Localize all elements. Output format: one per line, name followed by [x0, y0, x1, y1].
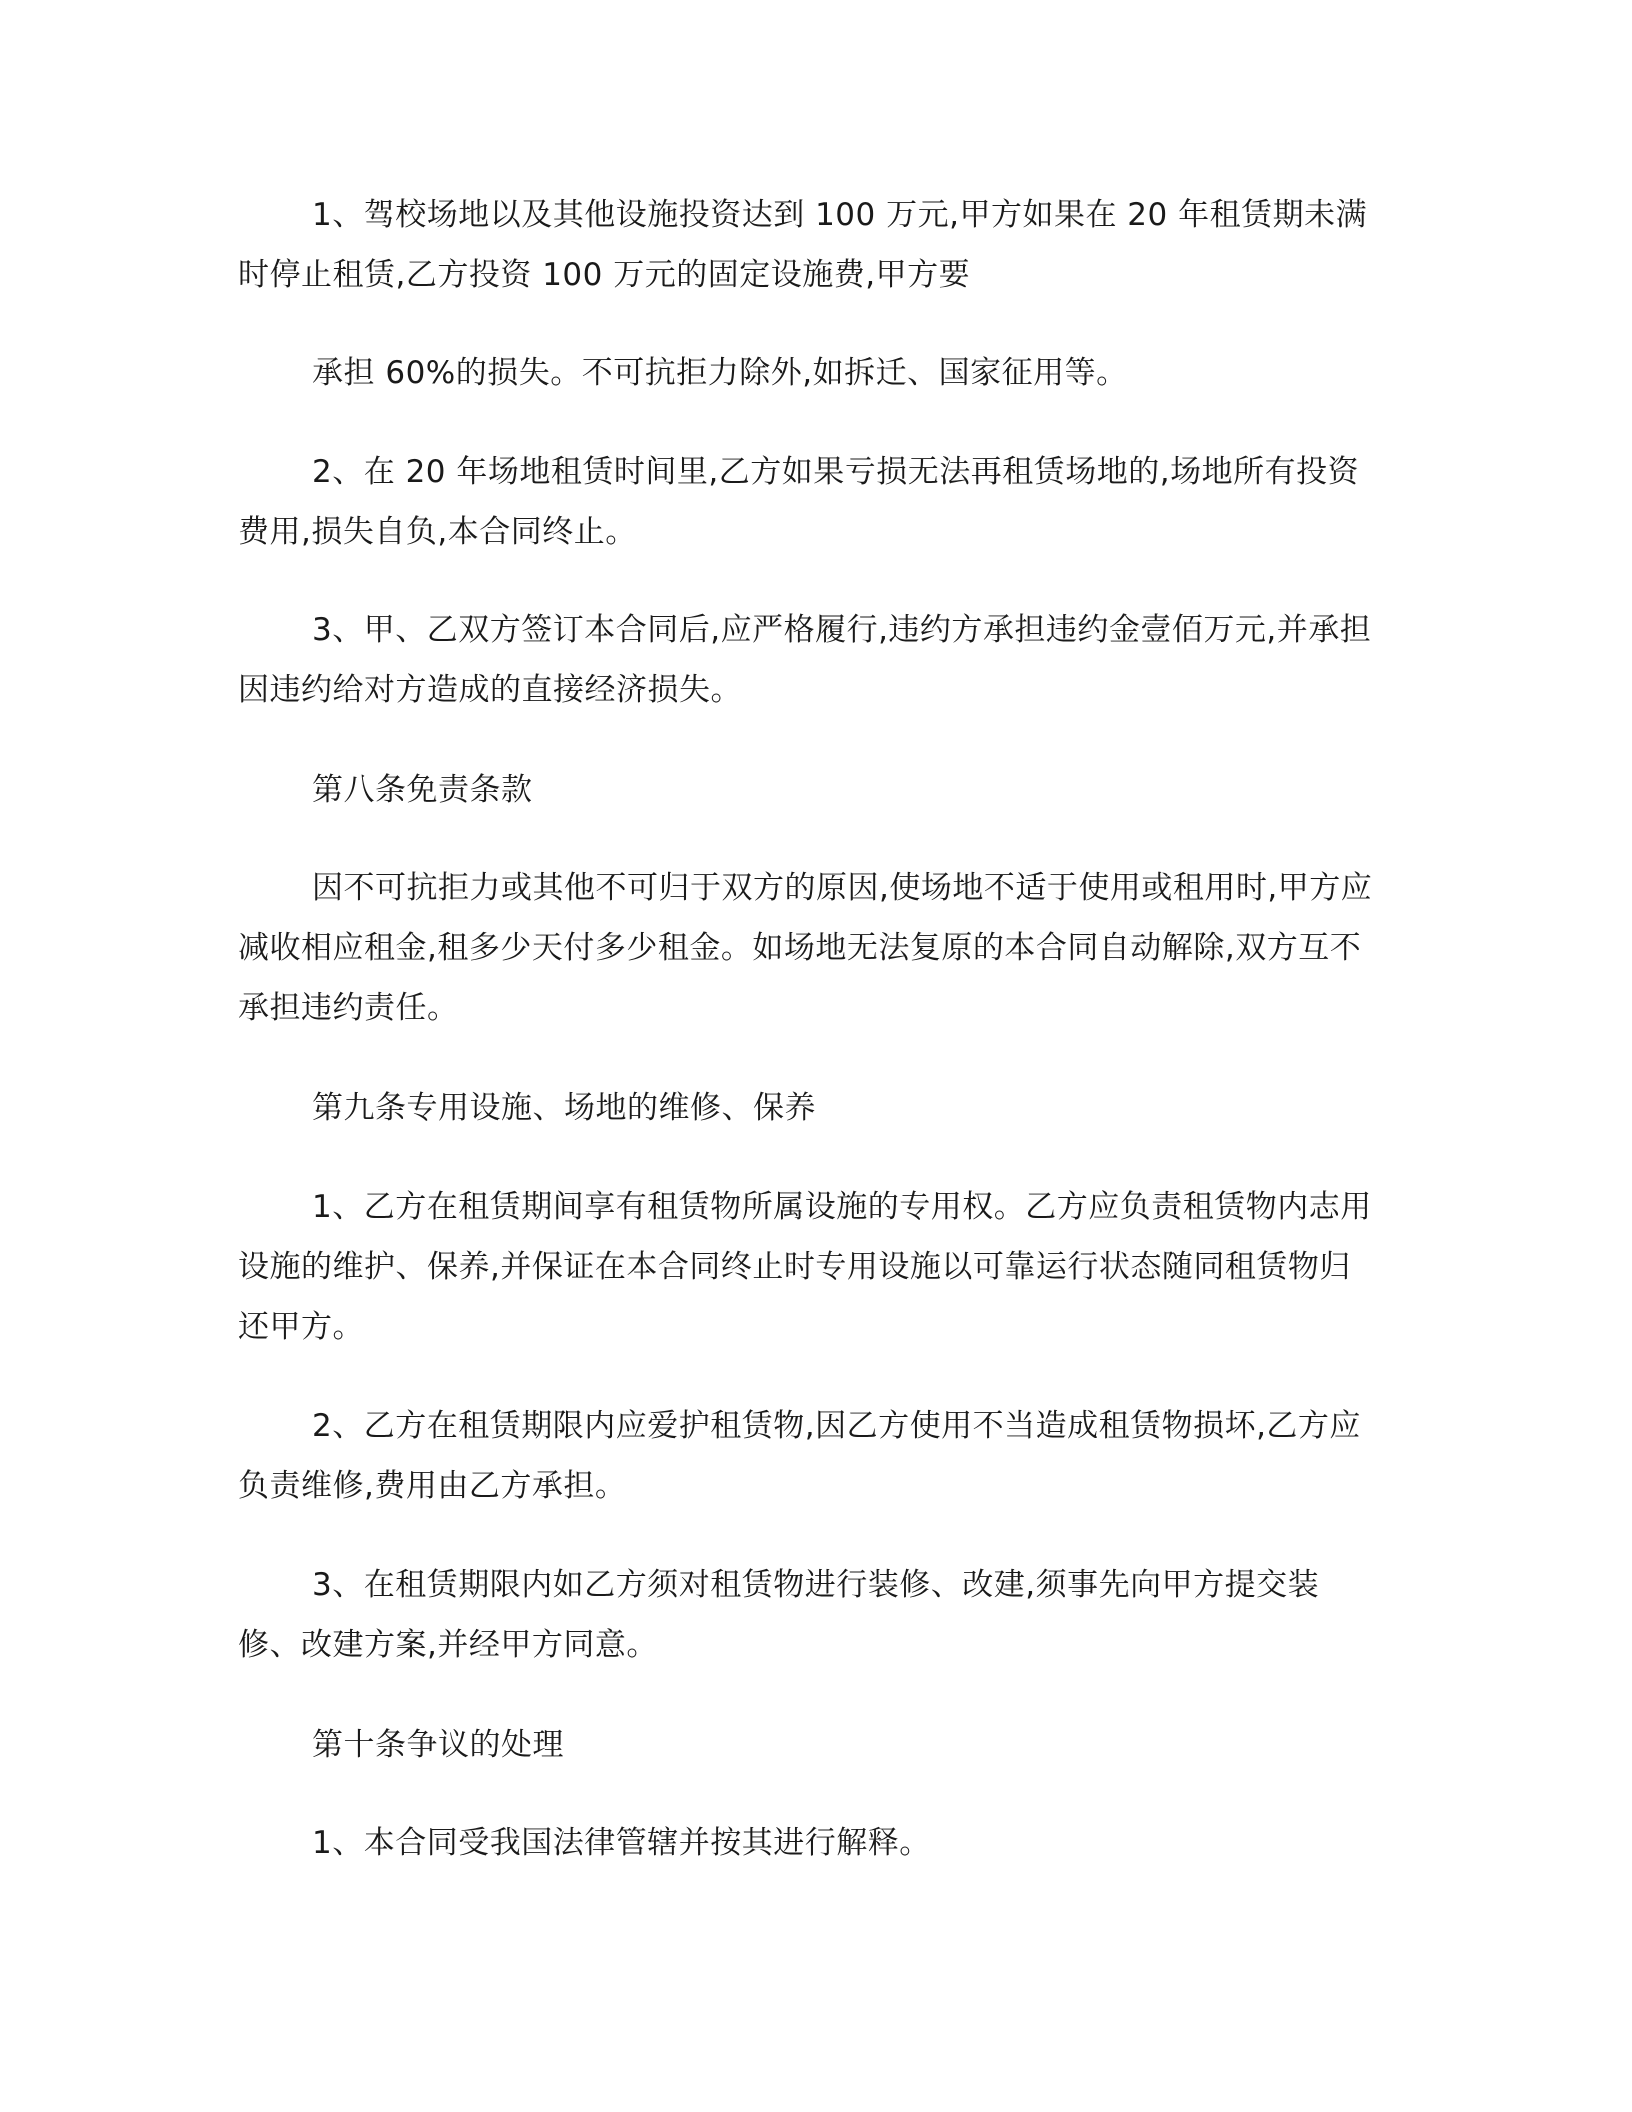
text-line: 1、驾校场地以及其他设施投资达到 100 万元,甲方如果在 20 年租赁期未满: [312, 197, 1368, 233]
text-line: 因违约给对方造成的直接经济损失。: [238, 672, 742, 708]
text-line: 因不可抗拒力或其他不可归于双方的原因,使场地不适于使用或租用时,甲方应: [312, 870, 1373, 906]
section-heading-article-8: 第八条免责条款: [312, 772, 533, 808]
text-line: 费用,损失自负,本合同终止。: [238, 514, 637, 550]
text-line: 1、本合同受我国法律管辖并按其进行解释。: [312, 1825, 931, 1861]
section-heading-article-9: 第九条专用设施、场地的维修、保养: [312, 1090, 816, 1126]
text-line: 承担违约责任。: [238, 990, 459, 1026]
text-line: 2、在 20 年场地租赁时间里,乙方如果亏损无法再租赁场地的,场地所有投资: [312, 454, 1360, 490]
text-line: 承担 60%的损失。不可抗拒力除外,如拆迁、国家征用等。: [312, 355, 1128, 391]
text-line: 1、乙方在租赁期间享有租赁物所属设施的专用权。乙方应负责租赁物内志用: [312, 1189, 1372, 1225]
text-line: 修、改建方案,并经甲方同意。: [238, 1627, 658, 1663]
text-line: 减收相应租金,租多少天付多少租金。如场地无法复原的本合同自动解除,双方互不: [238, 930, 1362, 966]
section-heading-article-10: 第十条争议的处理: [312, 1727, 564, 1763]
text-line: 时停止租赁,乙方投资 100 万元的固定设施费,甲方要: [238, 257, 971, 293]
text-line: 2、乙方在租赁期限内应爱护租赁物,因乙方使用不当造成租赁物损坏,乙方应: [312, 1408, 1361, 1444]
text-line: 设施的维护、保养,并保证在本合同终止时专用设施以可靠运行状态随同租赁物归: [238, 1249, 1351, 1285]
text-line: 负责维修,费用由乙方承担。: [238, 1468, 627, 1504]
text-line: 还甲方。: [238, 1309, 364, 1345]
text-line: 3、在租赁期限内如乙方须对租赁物进行装修、改建,须事先向甲方提交装: [312, 1567, 1320, 1603]
text-line: 3、甲、乙双方签订本合同后,应严格履行,违约方承担违约金壹佰万元,并承担: [312, 612, 1372, 648]
